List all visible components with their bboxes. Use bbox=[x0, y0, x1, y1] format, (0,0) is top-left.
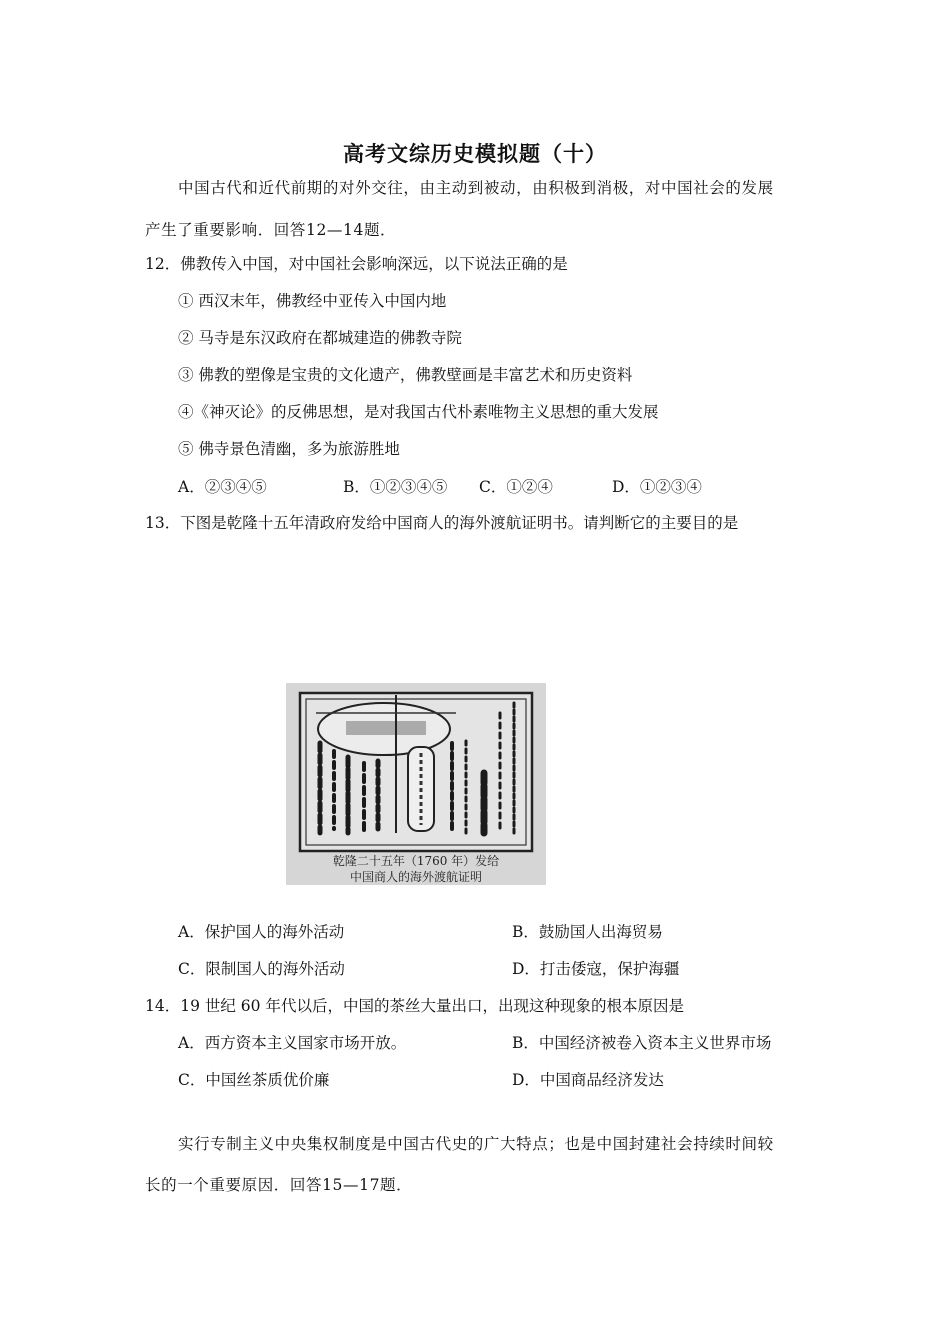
question-13-option-d: D．打击倭寇，保护海疆 bbox=[512, 960, 680, 978]
question-12-statement-4: ④《神灭论》的反佛思想，是对我国古代朴素唯物主义思想的重大发展 bbox=[178, 403, 659, 421]
intro-paragraph-1-line-2: 产生了重要影响．回答12—14题． bbox=[145, 221, 397, 239]
question-12-stem: 12．佛教传入中国，对中国社会影响深远，以下说法正确的是 bbox=[145, 255, 568, 273]
intro-paragraph-2-line-2: 长的一个重要原因．回答15—17题． bbox=[145, 1176, 413, 1194]
question-13-option-a: A．保护国人的海外活动 bbox=[178, 923, 345, 941]
question-12-statement-5: ⑤ 佛寺景色清幽，多为旅游胜地 bbox=[178, 440, 400, 458]
question-14-option-d: D．中国商品经济发达 bbox=[512, 1071, 664, 1089]
figure-caption-line-1: 乾隆二十五年（1760 年）发给 bbox=[332, 854, 500, 868]
figure-caption-line-2: 中国商人的海外渡航证明 bbox=[349, 870, 483, 884]
question-14-option-b: B．中国经济被卷入资本主义世界市场 bbox=[512, 1034, 772, 1052]
question-14-stem: 14．19 世纪 60 年代以后，中国的茶丝大量出口，出现这种现象的根本原因是 bbox=[145, 997, 684, 1015]
question-12-option-c: C．①②④ bbox=[479, 478, 553, 496]
sea-voyage-certificate-image bbox=[286, 683, 546, 885]
intro-paragraph-2-line-1: 实行专制主义中央集权制度是中国古代史的广大特点；也是中国封建社会持续时间较 bbox=[178, 1135, 774, 1153]
question-13-stem: 13．下图是乾隆十五年清政府发给中国商人的海外渡航证明书。请判断它的主要目的是 bbox=[145, 514, 739, 532]
page-title: 高考文综历史模拟题（十） bbox=[343, 141, 607, 166]
question-13-option-b: B．鼓励国人出海贸易 bbox=[512, 923, 663, 941]
question-14-option-c: C．中国丝茶质优价廉 bbox=[178, 1071, 330, 1089]
intro-paragraph-1-line-1: 中国古代和近代前期的对外交往，由主动到被动，由积极到消极，对中国社会的发展 bbox=[178, 179, 774, 197]
question-12-option-b: B．①②③④⑤ bbox=[343, 478, 448, 496]
question-13-option-c: C．限制国人的海外活动 bbox=[178, 960, 345, 978]
question-12-statement-1: ① 西汉末年，佛教经中亚传入中国内地 bbox=[178, 292, 447, 310]
question-12-statement-2: ② 马寺是东汉政府在都城建造的佛教寺院 bbox=[178, 329, 462, 347]
question-12-statement-3: ③ 佛教的塑像是宝贵的文化遗产，佛教壁画是丰富艺术和历史资料 bbox=[178, 366, 633, 384]
question-14-option-a: A．西方资本主义国家市场开放。 bbox=[178, 1034, 407, 1052]
question-12-option-d: D．①②③④ bbox=[612, 478, 702, 496]
question-12-option-a: A．②③④⑤ bbox=[178, 478, 267, 496]
